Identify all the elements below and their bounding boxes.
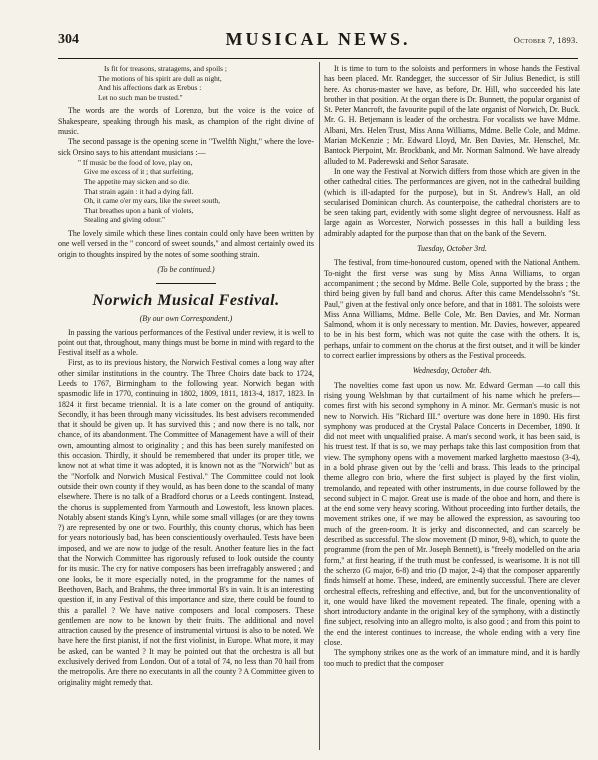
verse-line: Stealing and giving odour." bbox=[84, 215, 166, 225]
verse-line: That strain again : it had a dying fall. bbox=[84, 186, 194, 196]
verse-line: Is fit for treasons, stratagems, and spoils ; bbox=[104, 64, 227, 73]
paragraph: In one way the Festival at Norwich differs from those which are given in the other cathedral cities. The performances are given, not in the cathedral building (which is ill-adapted for the purpose), but in St. Andrew's Hall, an old secularised Dominican church. As counterpoise, the cathedral choristers are to be seen taking part, evidently with some slight degree of nervousness. Half as large again as Worcester, Norwich possesses in this hall a building less admirably adapted for the purpose than that on the bank of the Severn. bbox=[324, 166, 580, 238]
paragraph: The festival, from time-honoured custom, opened with the National Anthem. To-night the first verse was sung by Miss Anna Williams, to organ accompaniment ; the second by Mdme. Belle Cole, supported by the brass ; the third being given by full band and chorus. After this came Mendelssohn's "St. Paul," given at the festival only once before, and that in 1881. The soloists were Miss Anna Williams, Mdme. Belle Cole, Mr. Ben Davies, and Mr. Norman Salmond, whom it is only necessary to mention. Mr. Davies, however, appeared to be in his best form, which was not quite the case with the others. It is, perhaps, unfair to comment on the chorus at the first outset, and it will be kinder to correct earlier impressions by others as the Festival proceeds. bbox=[324, 258, 580, 361]
paragraph: In passing the various performances of the Festival under review, it is well to point out that, throughout, many things must be borne in mind with regard to the Festival itself as a whole. bbox=[58, 327, 314, 358]
column-divider bbox=[319, 62, 320, 750]
verse-line: And his affections dark as Erebus : bbox=[98, 83, 202, 93]
paragraph: It is time to turn to the soloists and performers in whose hands the Festival has been placed. Mr. Randegger, the successor of Sir Julius Benedict, is still here. As chorus-master we have, as before, Dr. Hill, who succeeded his late brother in that position. At the organ there is Dr. Bunnett, the popular organist of St. Peter Mancroft, the favourite pupil of the late organist of Norwich, Dr. Buck. Mr. G. H. Betjemann is leader of the orchestra. For vocalists we have Mdme. Albani, Mrs. Helen Trust, Miss Anna Williams, Mdme. Belle Cole, and Mdme. Marian McKenzie ; Mr. Edward Lloyd, Mr. Ben Davies, Mr. Henschel, Mr. Bantock Pierpoint, Mr. Brockbank, and Mr. Norman Salmond. We have already alluded to M. Paderewski and Señor Sarasate. bbox=[324, 64, 580, 166]
verse-merchant-of-venice bbox=[98, 64, 314, 102]
verse-line: Let no such man be trusted." bbox=[98, 92, 183, 102]
paragraph: The novelties come fast upon us now. Mr. Edward German —to call this rising young Welshman by that curtailment of his name which he prefers—comes first with his second symphony in A minor. Mr. German's music is not new to Norwich. His "Richard III." overture was done here in 1890. His first symphony was produced at the Crystal Palace Concerts in December, 1890. It did not meet with unqualified praise. A man's second work, it has been said, is his truest test. If that is so, we may perhaps take this last composition from that view. The symphony opens with a movement marked larghetto maestoso (3-4), in a bold phrase given out by the 'celli and brass. This leads to the principal theme allegro con brio, where the first subject is played by the first violin, tremolando, and repeated with other instruments, in due course followed by the second subject in C major. Great use is made of the oboe and horn, and there is at the end some very heavy scoring. Without proceeding into further details, the movement strikes one, if we may be allowed the expression, as savouring too much of the green-room. It is jerky and disconnected, and can scarcely be described as successful. The slow movement (D minor, 9-8), which, to quote the programme (from the pen of Mr. Joseph Bennett), is "freely modelled on the aria form," at first hearing, if the truth must be confessed, is wearisome. It is not till the scherzo (G major, 6-8) and trio (D major, 2-4) that the composer apparently finds himself at home. These, indeed, are eminently successful. There are clever orchestral effects, refreshing and effective, and, but for the unconventionality of it, one would have liked the movement repeated. The finale, opening with a short introductory andante in the original key of the symphony, with a distinctly fine subject, resolving into an allegro molto, is also good ; and from this point to the end the interest continues to increase, the whole ending with a very fine close. bbox=[324, 380, 580, 648]
verse-line: That breathes upon a bank of violets, bbox=[84, 205, 194, 215]
day-heading: Wednesday, October 4th. bbox=[412, 366, 492, 376]
page-number: 304 bbox=[58, 32, 79, 47]
masthead-title: MUSICAL NEWS. bbox=[225, 29, 411, 49]
paragraph: First, as to its previous history, the Norwich Festival comes a long way after other similar institutions in the country. The Three Choirs date back to 1724, Leeds to 1767, Birmingham to the following year. Norwich began with spasmodic life in 1770, continuing in 1802, 1809, 1811, 1813-4, 1817, 1823. In 1824 it first became triennial. It is a late comer on the ground of antiquity. Secondly, it has been through many vicissitudes. Its best advisers recommended that it should be given up. It has survived this ; and now there is no talk, nor chance, of its abandonment. The Committee of Management have a will of their own, amounting almost to originality ; and this has been surely manifested on this occasion. Thirdly, it should be remembered that under its proper title, we know not at what time it was adopted, it is known not as the "Norwich" but as the "Norfolk and Norwich Musical Festival." The Committee could not look outside their own county if they would, as has been done to the scandal of many elsewhere. There is no talk of a Bradford chorus or a Leeds contingent. Instead, the chorus is supplemented from Yarmouth and Lowestoft, less known places. Notably absent stands King's Lynn, while some small villages (or are they towns ?) are represented by one or two. Fourthly, this county chorus, which has been for years notoriously bad, has been conscientiously overhauled. Tests have been imposed, and we are now to judge of the result. Another feature lies in the fact that the Norwich Committee has rigorously refused to look outside the county for its music. The cry for native composers has been irrefragably answered ; and one looks, be it more especially noted, in the programme for the names of Beethoven, Bach, and Brahms, the three immortal B's in vain. It is an interesting question if, in any Festival of this importance and size, there could be found to this a parallel ? We have native composers and local composers. These gentlemen are now to be known by their fruits. The additional and novel attraction caused by the presence of instrumental virtuosi is also to be noted. We have here the first pianist, if not the first violinist, in Europe. What more, it may be asked, can be wanted ? It may be pointed out that the orchestra is all but exclusively derived from London. Out of a total of 74, no less than 70 hail from the metropolis. Are there no executants in all the county ? A Committee given to originality might remedy that. bbox=[58, 358, 314, 687]
byline: (By our own Correspondent.) bbox=[139, 314, 233, 324]
header-rule bbox=[58, 58, 578, 59]
paragraph: The lovely simile which these lines contain could only have been written by one well versed in the " concord of sweet sounds," and almost certainly owed its origin to thoughts inspired by the notes of some soothing strain. bbox=[58, 229, 314, 259]
paragraph: The second passage is the opening scene in "Twelfth Night," where the love-sick Orsino says to his attendant musicians :— bbox=[58, 137, 314, 157]
section-rule bbox=[156, 283, 216, 284]
day-heading: Tuesday, October 3rd. bbox=[417, 244, 487, 254]
verse-line: " If music be the food of love, play on, bbox=[78, 157, 193, 167]
paragraph: The symphony strikes one as the work of an immature mind, and it is hardly too much to predict that the composer bbox=[324, 648, 580, 668]
left-column bbox=[58, 64, 314, 750]
issue-date: October 7, 1893. bbox=[513, 35, 578, 45]
to-be-continued: (To be continued.) bbox=[157, 264, 215, 274]
verse-line: Give me excess of it ; that surfeiting, bbox=[84, 167, 194, 177]
verse-line: The motions of his spirit are dull as night, bbox=[98, 73, 222, 83]
verse-line: Oh, it came o'er my ears, like the sweet south, bbox=[84, 196, 220, 206]
verse-line: The appetite may sicken and so die. bbox=[84, 177, 190, 187]
paragraph: The words are the words of Lorenzo, but the voice is the voice of Shakespeare, speaking through his mask, as champion of the right divine of music. bbox=[58, 106, 314, 136]
verse-twelfth-night bbox=[78, 158, 314, 225]
right-column bbox=[324, 64, 580, 750]
article-title: Norwich Musical Festival. bbox=[92, 292, 280, 310]
page-header bbox=[58, 28, 578, 54]
